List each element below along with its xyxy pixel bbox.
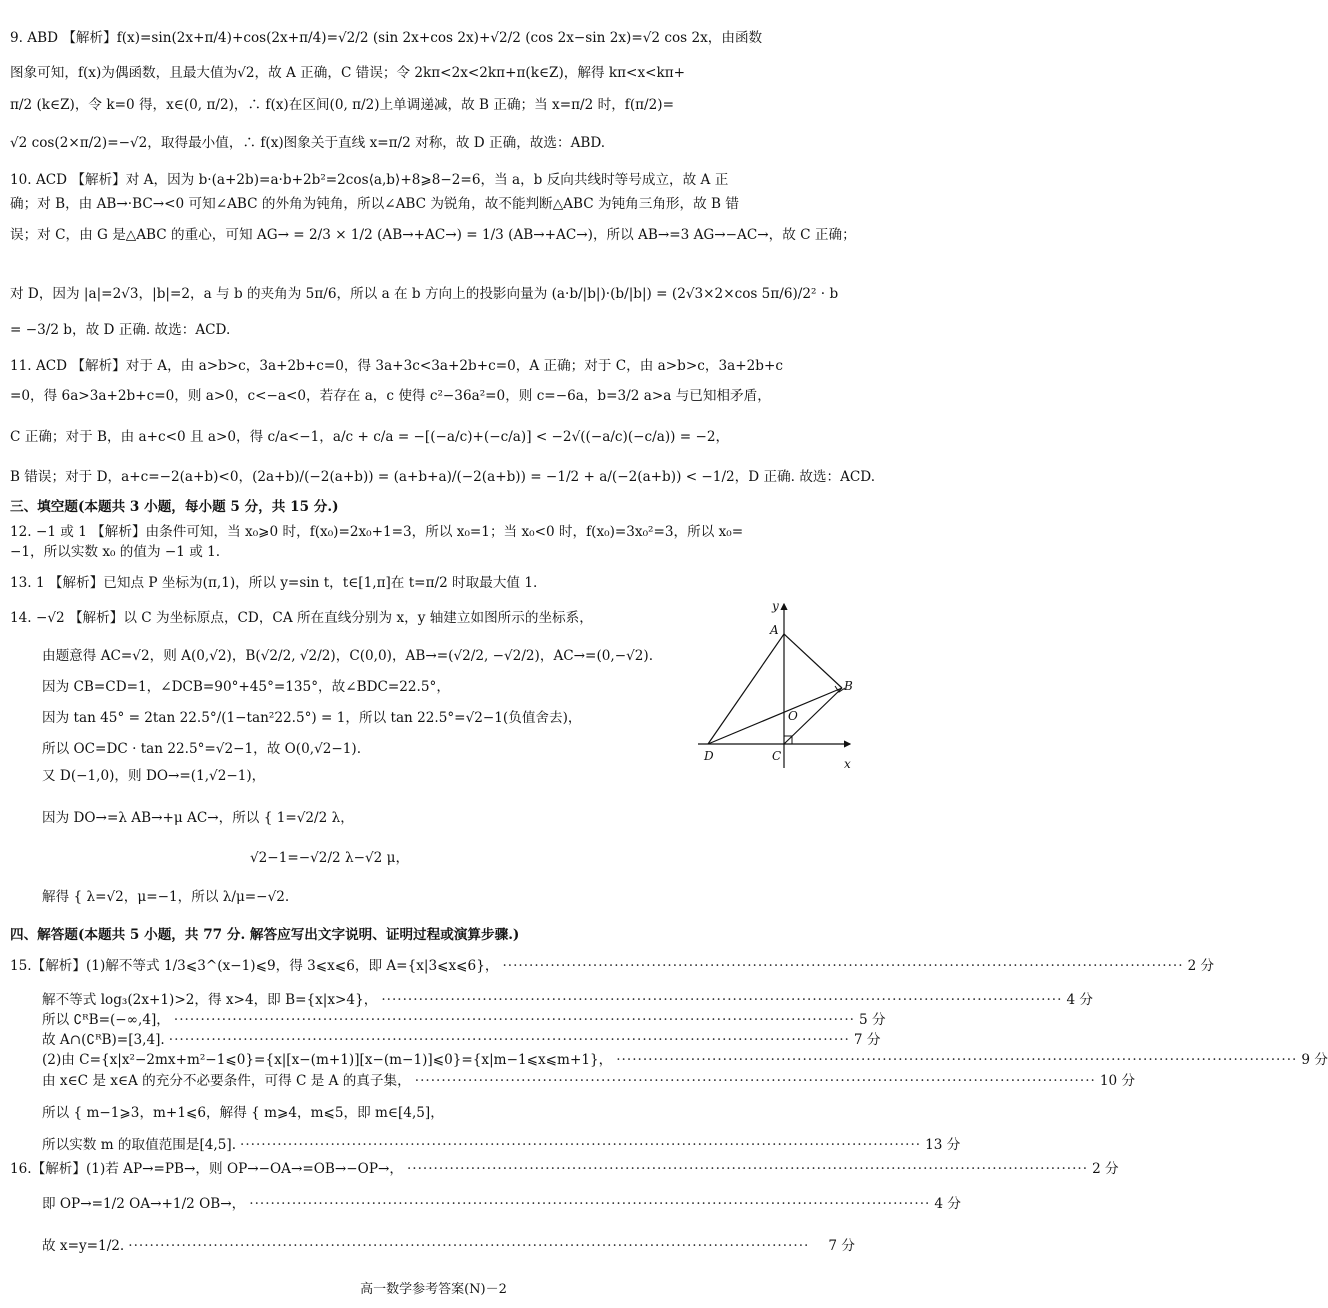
leader-dots: ································································································································ bbox=[414, 1073, 1096, 1089]
q15-step-6-text: 由 x∈C 是 x∈A 的充分不必要条件，可得 C 是 A 的真子集， bbox=[42, 1073, 411, 1089]
q15-line-1 bbox=[10, 956, 1215, 976]
coordinate-figure bbox=[694, 596, 856, 772]
q10-line-3: 误；对 C，由 G 是△ABC 的重心，可知 AG→ = 2/3 × 1/2 (AB→+AC→) = 1/3 (AB→+AC→)，所以 AB→=3 AG→−AC→，故 C 正确； bbox=[10, 227, 856, 243]
q15-step-8-text: 所以实数 m 的取值范围是[4,5]. bbox=[42, 1137, 237, 1153]
q15-step-4-text: 故 A∩(∁ᴿB)=[3,4]. bbox=[42, 1032, 165, 1048]
segment-db bbox=[708, 688, 842, 744]
q16-step-1-text: 16.【解析】(1)若 AP→=PB→，则 OP→−OA→=OB→−OP→， bbox=[10, 1161, 403, 1177]
q10-line-4: 对 D，因为 |a|=2√3，|b|=2，a 与 b 的夹角为 5π/6，所以 a 在 b 方向上的投影向量为 (a·b/|b|)·(b/|b|) = (2√3×2×cos 5π/6)/2² · b bbox=[10, 286, 839, 302]
page-footer: 高一数学参考答案(N)－2 bbox=[360, 1282, 507, 1297]
q9-line-1: 9. ABD 【解析】f(x)=sin(2x+π/4)+cos(2x+π/4)=√2/2 (sin 2x+cos 2x)+√2/2 (cos 2x−sin 2x)=√2 cos 2x，由函数 bbox=[10, 30, 763, 46]
q15-step-5-score: 9 分 bbox=[1301, 1052, 1328, 1068]
q14-line-1: 14. −√2 【解析】以 C 为坐标原点，CD，CA 所在直线分别为 x，y 轴建立如图所示的坐标系， bbox=[10, 610, 593, 626]
q16-step-2-score: 4 分 bbox=[934, 1196, 961, 1212]
x-axis-label: x bbox=[844, 757, 851, 771]
q15-step-8-score: 13 分 bbox=[925, 1137, 961, 1153]
q14-line-8: √2−1=−√2/2 λ−√2 μ， bbox=[250, 850, 410, 866]
q14-line-5: 所以 OC=DC · tan 22.5°=√2−1，故 O(0,√2−1). bbox=[42, 741, 362, 757]
q14-line-3: 因为 CB=CD=1，∠DCB=90°+45°=135°，故∠BDC=22.5°， bbox=[42, 679, 450, 695]
q15-line-3 bbox=[42, 1010, 886, 1030]
q15-line-5 bbox=[42, 1050, 1328, 1070]
q15-line-8 bbox=[42, 1135, 961, 1155]
leader-dots: ································································································································ bbox=[173, 1012, 855, 1028]
q16-line-3 bbox=[42, 1236, 855, 1256]
q11-line-4: B 错误；对于 D，a+c=−2(a+b)<0，(2a+b)/(−2(a+b)) = (a+b+a)/(−2(a+b)) = −1/2 + a/(−2(a+b)) < −1/2，D 正确. 故选：ACD. bbox=[10, 469, 876, 485]
q14-line-7: 因为 DO→=λ AB→+μ AC→，所以 { 1=√2/2 λ， bbox=[42, 810, 354, 826]
q11-line-3: C 正确；对于 B，由 a+c<0 且 a>0，得 c/a<−1，a/c + c/a = −[(−a/c)+(−c/a)] < −2√((−a/c)(−c/a)) = −2， bbox=[10, 429, 730, 445]
leader-dots: ································································································································ bbox=[168, 1032, 850, 1048]
q16-step-3-score: 7 分 bbox=[828, 1238, 855, 1254]
q15-step-6-score: 10 分 bbox=[1099, 1073, 1136, 1089]
q14-line-9: 解得 { λ=√2，μ=−1，所以 λ/μ=−√2. bbox=[42, 889, 290, 905]
q16-line-1 bbox=[10, 1159, 1119, 1179]
leader-dots: ································································································································ bbox=[249, 1196, 931, 1212]
q9-line-4: √2 cos(2×π/2)=−√2，取得最小值，∴ f(x)图象关于直线 x=π/2 对称，故 D 正确，故选：ABD. bbox=[10, 135, 606, 151]
point-d-label: D bbox=[704, 749, 714, 763]
q15-step-5-text: (2)由 C={x|x²−2mx+m²−1⩽0}={x|[x−(m+1)][x−(m−1)]⩽0}={x|m−1⩽x⩽m+1}， bbox=[42, 1052, 613, 1068]
point-b-label: B bbox=[844, 679, 853, 693]
q9-line-3: π/2 (k∈Z)，令 k=0 得，x∈(0, π/2)，∴ f(x)在区间(0, π/2)上单调递减，故 B 正确；当 x=π/2 时，f(π/2)= bbox=[10, 97, 674, 113]
q14-line-6: 又 D(−1,0)，则 DO→=(1,√2−1)， bbox=[42, 768, 266, 784]
q15-step-2-score: 4 分 bbox=[1066, 992, 1094, 1008]
q11-line-1: 11. ACD 【解析】对于 A，由 a>b>c，3a+2b+c=0，得 3a+3c<3a+2b+c=0，A 正确；对于 C，由 a>b>c，3a+2b+c bbox=[10, 358, 783, 374]
q15-step-4-score: 7 分 bbox=[853, 1032, 881, 1048]
q15-line-4 bbox=[42, 1030, 881, 1050]
leader-dots: ································································································································ bbox=[240, 1137, 922, 1153]
q14-line-4: 因为 tan 45° = 2tan 22.5°/(1−tan²22.5°) = 1，所以 tan 22.5°=√2−1(负值舍去)， bbox=[42, 710, 582, 726]
q10-line-1: 10. ACD 【解析】对 A，因为 b·(a+2b)=a·b+2b²=2cos⟨a,b⟩+8⩾8−2=6，当 a，b 反向共线时等号成立，故 A 正 bbox=[10, 172, 729, 188]
point-o-label: O bbox=[788, 709, 798, 723]
leader-dots: ································································································································ bbox=[616, 1052, 1298, 1068]
y-axis-label: y bbox=[772, 599, 779, 613]
leader-dots: ································································································································ bbox=[406, 1161, 1089, 1177]
leader-dots: ································································································································ bbox=[502, 958, 1184, 974]
q15-line-2 bbox=[42, 990, 1094, 1010]
q15-line-6 bbox=[42, 1071, 1136, 1091]
q15-step-1-score: 2 分 bbox=[1187, 958, 1215, 974]
point-c-label: C bbox=[772, 749, 782, 763]
q15-step-2-text: 解不等式 log₃(2x+1)>2，得 x>4，即 B={x|x>4}， bbox=[42, 992, 378, 1008]
q16-line-2 bbox=[42, 1194, 961, 1214]
section-4-heading: 四、解答题(本题共 5 小题，共 77 分. 解答应写出文字说明、证明过程或演算步骤.) bbox=[10, 927, 520, 943]
section-3-heading: 三、填空题(本题共 3 小题，每小题 5 分，共 15 分.) bbox=[10, 499, 339, 515]
q13-line: 13. 1 【解析】已知点 P 坐标为(π,1)，所以 y=sin t，t∈[1,π]在 t=π/2 时取最大值 1. bbox=[10, 575, 538, 591]
q12-line-1: 12. −1 或 1 【解析】由条件可知，当 x₀⩾0 时，f(x₀)=2x₀+1=3，所以 x₀=1；当 x₀<0 时，f(x₀)=3x₀²=3，所以 x₀= bbox=[10, 524, 744, 540]
q15-step-1-text: 15.【解析】(1)解不等式 1/3⩽3^(x−1)⩽9，得 3⩽x⩽6，即 A={x|3⩽x⩽6}， bbox=[10, 958, 499, 974]
q11-line-2: =0，得 6a>3a+2b+c=0，则 a>0，c<−a<0，若存在 a，c 使得 c²−36a²=0，则 c=−6a，b=3/2 a>a 与已知相矛盾， bbox=[10, 388, 771, 404]
q10-line-5: = −3/2 b，故 D 正确. 故选：ACD. bbox=[10, 322, 231, 338]
q15-line-7: 所以 { m−1⩾3，m+1⩽6，解得 { m⩾4，m⩽5，即 m∈[4,5]， bbox=[42, 1105, 444, 1121]
q12-line-2: −1，所以实数 x₀ 的值为 −1 或 1. bbox=[10, 544, 221, 560]
leader-dots: ································································································································ bbox=[381, 992, 1063, 1008]
q9-line-2: 图象可知，f(x)为偶函数，且最大值为√2，故 A 正确，C 错误；令 2kπ<2x<2kπ+π(k∈Z)，解得 kπ<x<kπ+ bbox=[10, 65, 686, 81]
segment-ab bbox=[784, 634, 842, 688]
point-a-label: A bbox=[770, 623, 779, 637]
q14-line-2: 由题意得 AC=√2，则 A(0,√2)，B(√2/2, √2/2)，C(0,0)，AB→=(√2/2, −√2/2)，AC→=(0,−√2). bbox=[42, 648, 654, 664]
q16-step-3-text: 故 x=y=1/2. bbox=[42, 1238, 125, 1254]
q15-step-3-score: 5 分 bbox=[858, 1012, 886, 1028]
q16-step-1-score: 2 分 bbox=[1092, 1161, 1119, 1177]
q15-step-3-text: 所以 ∁ᴿB=(−∞,4]， bbox=[42, 1012, 170, 1028]
q16-step-2-text: 即 OP→=1/2 OA→+1/2 OB→， bbox=[42, 1196, 246, 1212]
q10-line-2: 确；对 B，由 AB→·BC→<0 可知∠ABC 的外角为钝角，所以∠ABC 为锐角，故不能判断△ABC 为钝角三角形，故 B 错 bbox=[10, 196, 739, 212]
leader-dots: ································································································································ bbox=[128, 1238, 810, 1254]
